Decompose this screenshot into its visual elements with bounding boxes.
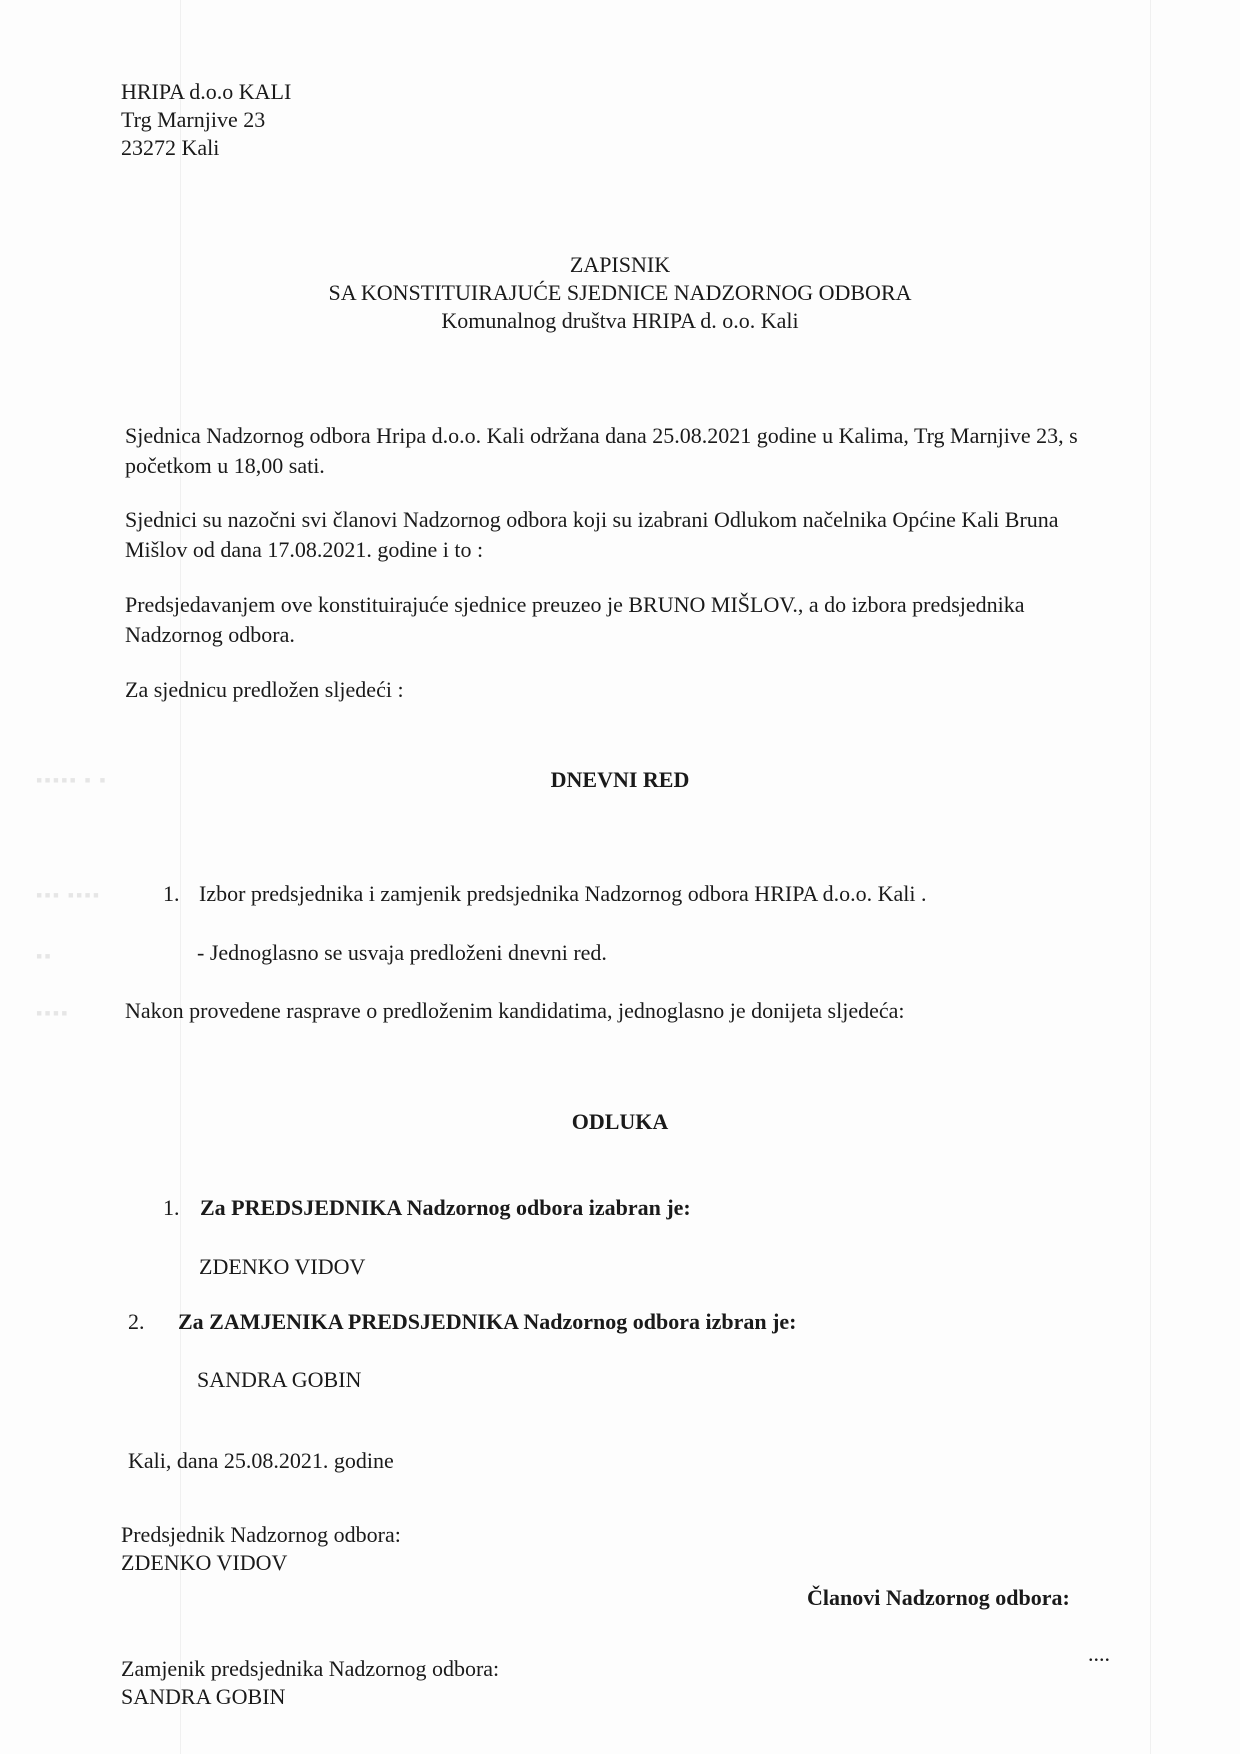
bleed-through-mark: ▪▪▪▪	[36, 1003, 70, 1023]
document-subtitle: SA KONSTITUIRAJUĆE SJEDNICE NADZORNOG ODBORA	[328, 280, 912, 305]
decision-item-number: 2.	[128, 1309, 145, 1334]
decision-item-text: Za PREDSJEDNIKA Nadzornog odbora izabran je:	[200, 1195, 691, 1220]
company-street: Trg Marnjive 23	[121, 107, 266, 132]
president-label: Predsjednik Nadzornog odbora:	[121, 1522, 401, 1547]
paragraph-meeting-info: Sjednica Nadzornog odbora Hripa d.o.o. Kali održana dana 25.08.2021 godine u Kalima, Trg Marnjive 23, s početkom u 18,00 sati.	[125, 423, 1078, 478]
bleed-through-mark: ▪▪	[36, 946, 53, 966]
decision-item-number: 1.	[163, 1195, 180, 1220]
president-name: ZDENKO VIDOV	[199, 1254, 366, 1279]
decision-heading: ODLUKA	[571, 1109, 669, 1134]
bleed-through-mark: ▪▪▪▪▪ ▪ ▪	[36, 770, 108, 790]
paragraph-agenda-intro: Za sjednicu predložen sljedeći :	[125, 677, 404, 702]
document-title: ZAPISNIK	[569, 252, 671, 277]
company-name: HRIPA d.o.o KALI	[121, 79, 292, 104]
paragraph-attendance: Sjednici su nazočni svi članovi Nadzornog odbora koji su izabrani Odlukom načelnika Općine Kali Bruna Mišlov od dana 17.08.2021. godine i to :	[125, 507, 1059, 562]
document-subtitle-company: Komunalnog društva HRIPA d. o.o. Kali	[441, 308, 799, 333]
members-dots: ....	[1088, 1641, 1110, 1666]
paragraph-chairing: Predsjedavanjem ove konstituirajuće sjednice preuzeo je BRUNO MIŠLOV., a do izbora predsjednika Nadzornog odbora.	[125, 592, 1025, 647]
date-line: Kali, dana 25.08.2021. godine	[128, 1448, 394, 1473]
deputy-label: Zamjenik predsjednika Nadzornog odbora:	[121, 1656, 500, 1681]
deputy-signature-name: SANDRA GOBIN	[121, 1684, 286, 1709]
agenda-item-text: Izbor predsjednika i zamjenik predsjednika Nadzornog odbora HRIPA d.o.o. Kali .	[199, 881, 927, 906]
company-city: 23272 Kali	[121, 135, 220, 160]
members-label: Članovi Nadzornog odbora:	[807, 1585, 1070, 1610]
agenda-heading: DNEVNI RED	[550, 767, 690, 792]
president-signature-name: ZDENKO VIDOV	[121, 1550, 288, 1575]
deputy-name: SANDRA GOBIN	[197, 1367, 362, 1392]
bleed-through-mark: ▪▪▪ ▪▪▪▪	[36, 885, 102, 905]
agenda-item-number: 1.	[163, 881, 180, 906]
discussion-text: Nakon provedene rasprave o predloženim kandidatima, jednoglasno je donijeta sljedeća:	[125, 998, 905, 1023]
agenda-note: - Jednoglasno se usvaja predloženi dnevni red.	[197, 940, 607, 965]
decision-item-text: Za ZAMJENIKA PREDSJEDNIKA Nadzornog odbora izbran je:	[178, 1309, 797, 1334]
